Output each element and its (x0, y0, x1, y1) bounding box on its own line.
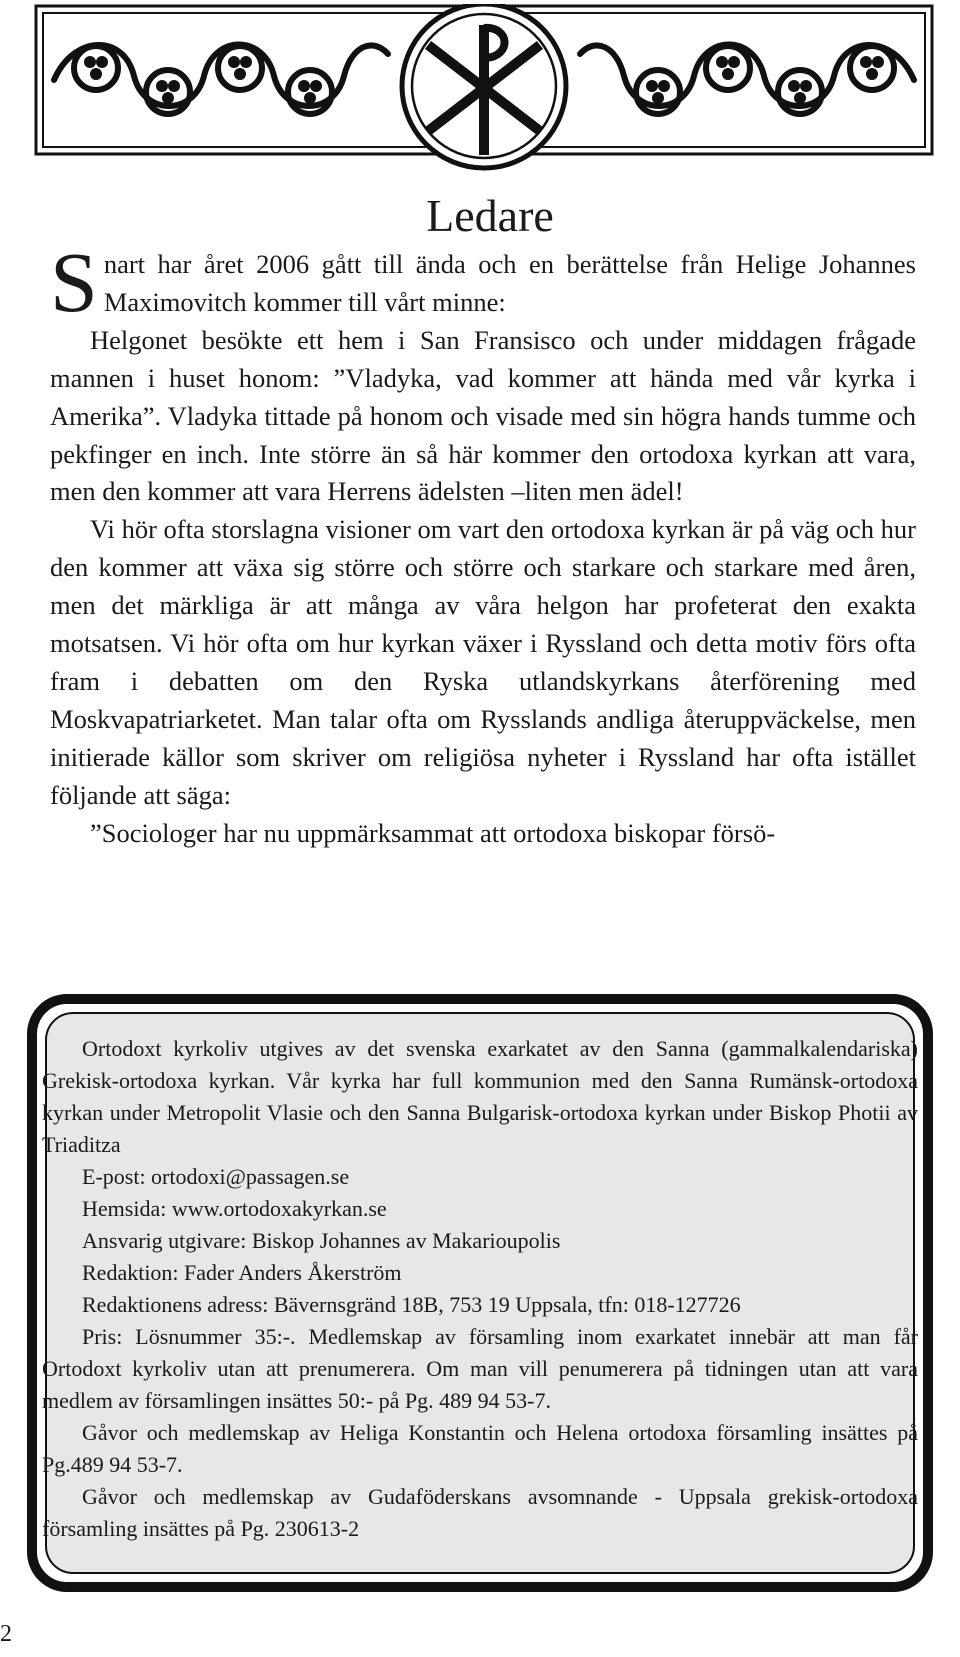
info-price: Pris: Lösnummer 35:-. Medlemskap av församling inom exarkatet innebär att man får Ortodoxt kyrkoliv utan att prenumerera. Om man vill penumerera på tidningen utan att vara medlem av församlingen insättes 50:- på Pg. 489 94 53-7. (42, 1324, 918, 1413)
drop-cap: S (50, 234, 98, 330)
article-paragraph: Helgonet besökte ett hem i San Fransisco och under middagen frågade mannen i huset honom: ”Vladyka, vad kommer att hända med vår kyrka i Amerika”. Vladyka tittade på honom och visade med sin högra hands tumme och pekfinger en inch. Inte större än så här kommer den ortodoxa kyrkan att vara, men den kommer att vara Herrens ädelsten –liten men ädel! (50, 324, 916, 507)
info-donation: Gåvor och medlemskap av Gudaföderskans avsomnande - Uppsala grekisk-ortodoxa församling insättes på Pg. 230613-2 (42, 1484, 918, 1541)
article-paragraph: ”Sociologer har nu uppmärksammat att ortodoxa biskopar försö- (90, 817, 776, 848)
info-website: Hemsida: www.ortodoxakyrkan.se (82, 1196, 387, 1221)
info-publisher: Ansvarig utgivare: Biskop Johannes av Makarioupolis (82, 1228, 561, 1253)
info-donation: Gåvor och medlemskap av Heliga Konstantin och Helena ortodoxa församling insättes på Pg.489 94 53-7. (42, 1420, 918, 1477)
page-number: 2 (0, 1621, 12, 1647)
article-paragraph: Snart har året 2006 gått till ända och en berättelse från Helige Johannes Maximovitch kommer till vårt minne: (50, 234, 916, 330)
chi-rho-medallion-icon (402, 4, 566, 168)
article-paragraph: Vi hör ofta storslagna visioner om vart den ortodoxa kyrkan är på väg och hur den kommer att växa sig större och större och starkare och starkare med åren, men det märkliga är att många av våra helgon har profeterat den exakta motsatsen. Vi hör ofta om hur kyrkan växer i Ryssland och detta motiv förs ofta fram i debatten om den Ryska utlandskyrkans återförening med Moskvapatriarketet. Man talar ofta om Rysslands andliga återuppväckelse, men initierade källor som skriver om religiösa nyheter i Ryssland har ofta istället följande att säga: (50, 514, 916, 810)
publication-info-text (42, 1033, 918, 1545)
ornamental-banner (34, 4, 934, 172)
info-address: Redaktionens adress: Bävernsgränd 18B, 753 19 Uppsala, tfn: 018-127726 (82, 1292, 741, 1317)
info-email: E-post: ortodoxi@passagen.se (82, 1164, 350, 1189)
info-editorial-staff: Redaktion: Fader Anders Åkerström (82, 1260, 402, 1285)
page-title: Ledare (426, 190, 554, 241)
editorial-article (50, 234, 916, 853)
info-paragraph: Ortodoxt kyrkoliv utgives av det svenska exarkatet av den Sanna (gammalkalendariska) Grekisk-ortodoxa kyrkan. Vår kyrka har full kommunion med den Sanna Rumänsk-ortodoxa kyrkan under Metropolit Vlasie och den Sanna Bulgarisk-ortodoxa kyrkan under Biskop Photii av Triaditza (42, 1036, 918, 1157)
